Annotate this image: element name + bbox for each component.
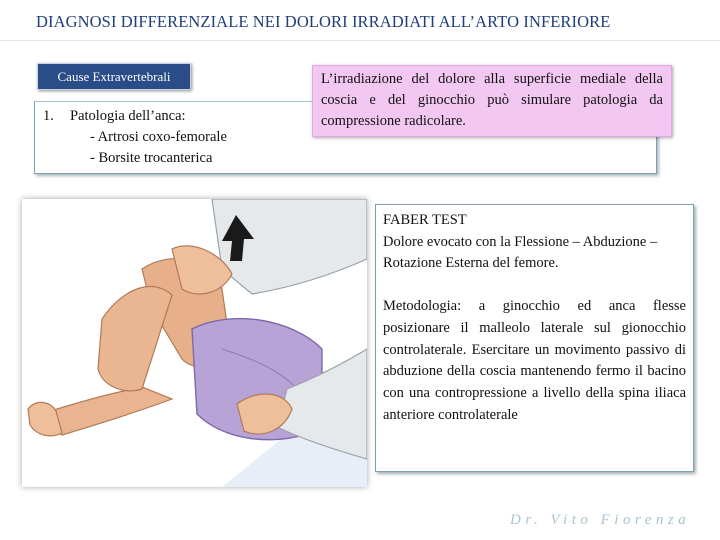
faber-description: Dolore evocato con la Flessione – Abduzione – Rotazione Esterna del femore. xyxy=(383,233,658,272)
list-item: - Artrosi coxo-femorale xyxy=(90,129,227,145)
faber-test-image xyxy=(22,199,367,487)
list-item: - Borsite trocanterica xyxy=(90,150,213,166)
list-number: 1. xyxy=(43,108,54,124)
faber-test-box xyxy=(375,204,694,472)
callout-note: L’irradiazione del dolore alla superficie mediale della coscia e del ginocchio può simulare patologia da compressione radicolare. xyxy=(312,65,672,137)
faber-test-illustration xyxy=(22,199,367,487)
category-tag: Cause Extravertebrali xyxy=(37,63,191,90)
faber-title: FABER TEST xyxy=(383,212,467,228)
slide-title: DIAGNOSI DIFFERENZIALE NEI DOLORI IRRADIATI ALL’ARTO INFERIORE xyxy=(36,12,611,31)
faber-method: Metodologia: a ginocchio ed anca flesse posizionare il malleolo laterale sul gionocchio controlaterale. Esercitare un movimento passivo di abduzione della coscia mantenendo fermo il bacino con una contropressione a livello della spina iliaca anteriore controlaterale xyxy=(383,298,686,423)
author-signature: Dr. Vito Fiorenza xyxy=(510,512,691,528)
title-divider xyxy=(0,40,720,41)
list-heading: Patologia dell’anca: xyxy=(70,108,186,124)
